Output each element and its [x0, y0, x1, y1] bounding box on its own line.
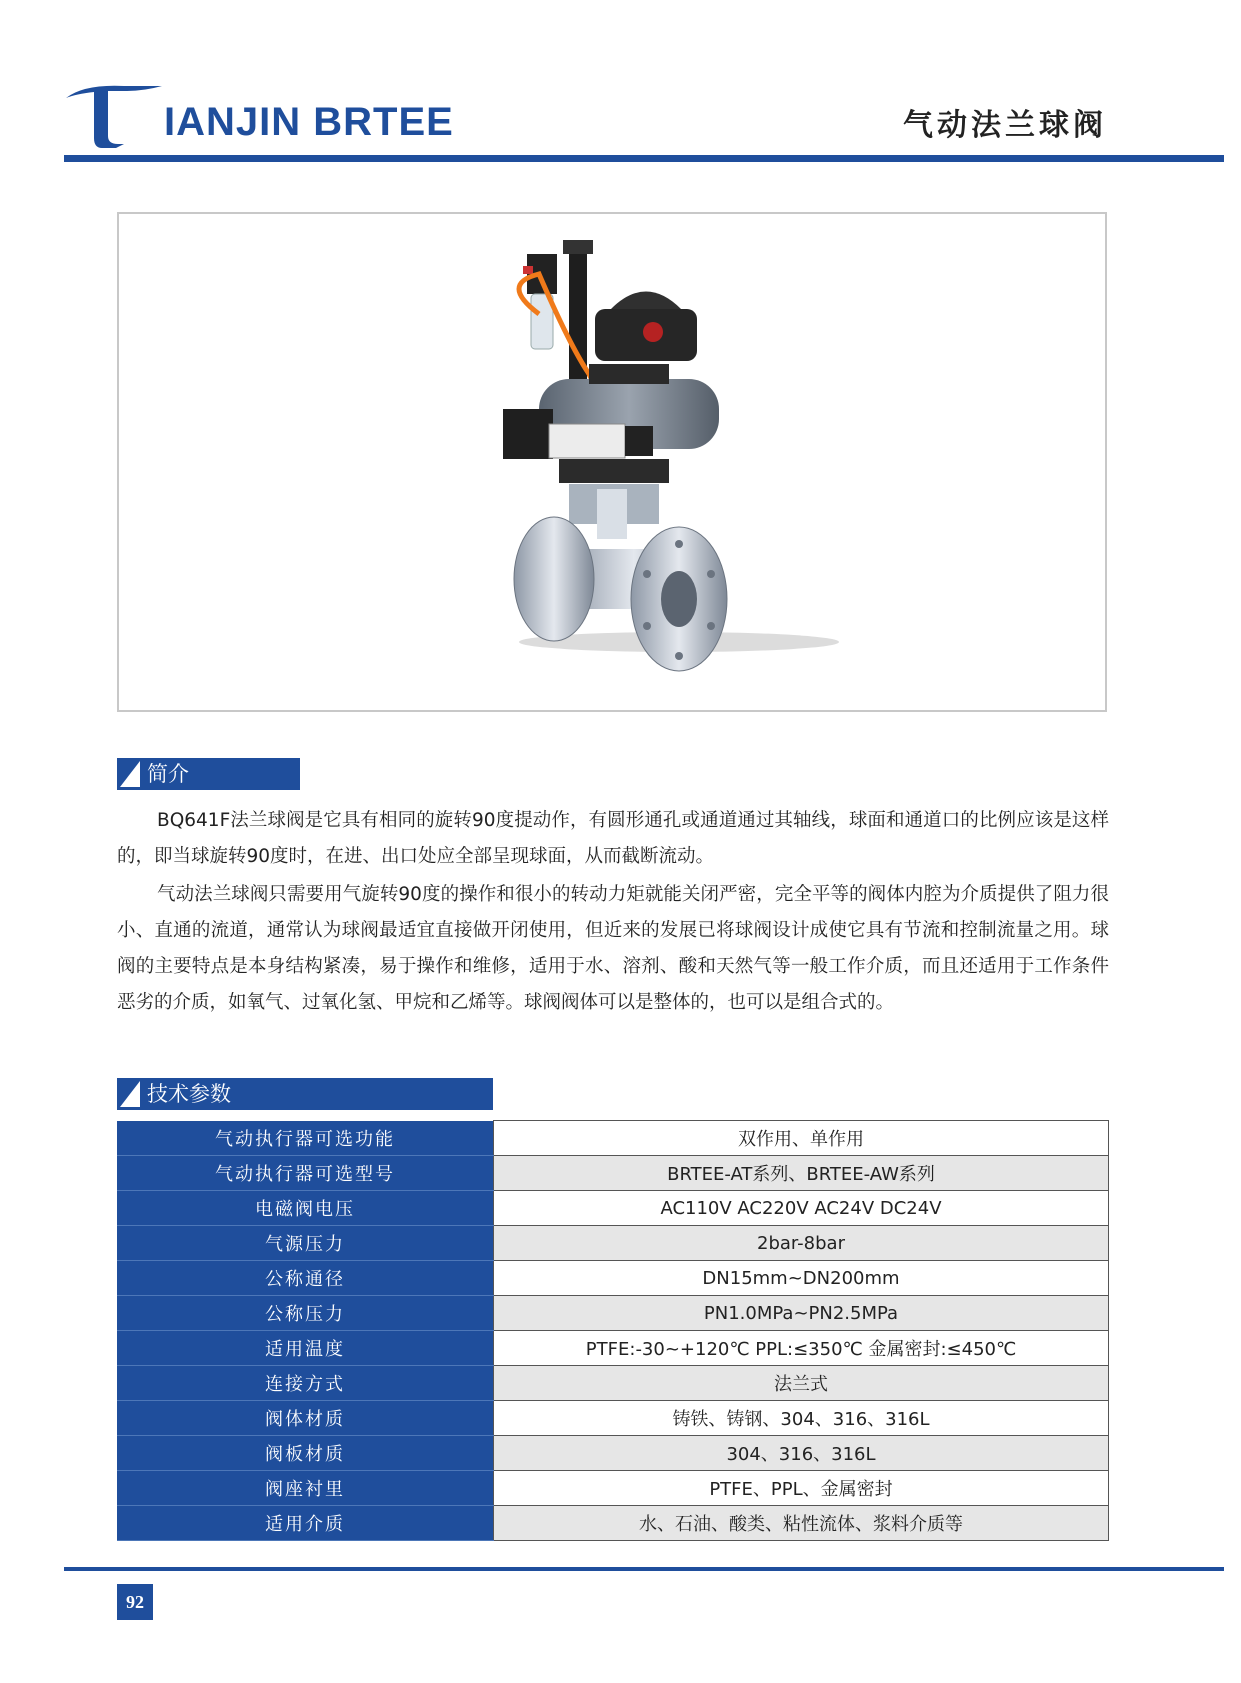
brand-logo [64, 78, 454, 148]
spec-key: 公称通径 [117, 1261, 494, 1296]
intro-paragraph: BQ641F法兰球阀是它具有相同的旋转90度提动作，有圆形通孔或通道通过其轴线，球面和通道口的比例应该是这样的，即当球旋转90度时，在进、出口处应全部呈现球面，从而截断流动。 [117, 810, 1109, 867]
table-row [117, 1401, 1109, 1436]
table-row [117, 1436, 1109, 1471]
table-row [117, 1506, 1109, 1541]
spec-value: BRTEE-AT系列、BRTEE-AW系列 [494, 1156, 1109, 1191]
logo-t-icon [64, 78, 174, 148]
footer-divider [64, 1567, 1224, 1571]
table-row [117, 1226, 1109, 1261]
ball-valve-image [119, 214, 1105, 710]
spec-key: 公称压力 [117, 1296, 494, 1331]
spec-value: 304、316、316L [494, 1436, 1109, 1471]
product-image-frame [117, 212, 1107, 712]
intro-heading-label: 简介 [147, 762, 189, 786]
brand-name: IANJIN BRTEE [164, 100, 454, 144]
spec-value: 铸铁、铸钢、304、316、316L [494, 1401, 1109, 1436]
table-row [117, 1296, 1109, 1331]
table-row [117, 1331, 1109, 1366]
spec-value: 法兰式 [494, 1366, 1109, 1401]
table-row [117, 1471, 1109, 1506]
intro-section-heading [117, 758, 300, 790]
heading-triangle-icon [117, 758, 143, 790]
table-row [117, 1261, 1109, 1296]
heading-triangle-icon [117, 1078, 143, 1110]
spec-key: 气动执行器可选功能 [117, 1121, 494, 1156]
intro-paragraph: 气动法兰球阀只需要用气旋转90度的操作和很小的转动力矩就能关闭严密，完全平等的阀体内腔为介质提供了阻力很小、直通的流道，通常认为球阀最适宜直接做开闭使用，但近来的发展已将球阀设计成使它具有节流和控制流量之用。球阀的主要特点是本身结构紧凑，易于操作和维修，适用于水、溶剂、酸和天然气等一般工作介质，而且还适用于工作条件恶劣的介质，如氧气、过氧化氢、甲烷和乙烯等。球阀阀体可以是整体的，也可以是组合式的。 [117, 884, 1109, 1013]
table-row [117, 1191, 1109, 1226]
spec-value: DN15mm~DN200mm [494, 1261, 1109, 1296]
table-row [117, 1156, 1109, 1191]
spec-key: 阀板材质 [117, 1436, 494, 1471]
page-title: 气动法兰球阀 [903, 108, 1107, 143]
spec-key: 电磁阀电压 [117, 1191, 494, 1226]
spec-key: 连接方式 [117, 1366, 494, 1401]
spec-value: 2bar-8bar [494, 1226, 1109, 1261]
spec-key: 气源压力 [117, 1226, 494, 1261]
spec-key: 适用介质 [117, 1506, 494, 1541]
spec-value: PTFE、PPL、金属密封 [494, 1471, 1109, 1506]
specs-section-heading [117, 1078, 493, 1110]
spec-value: PTFE:-30~+120℃ PPL:≤350℃ 金属密封:≤450℃ [494, 1331, 1109, 1366]
page-number: 92 [117, 1584, 153, 1620]
header-divider [64, 155, 1224, 162]
table-row [117, 1121, 1109, 1156]
spec-key: 阀座衬里 [117, 1471, 494, 1506]
spec-table [117, 1120, 1109, 1541]
spec-key: 适用温度 [117, 1331, 494, 1366]
specs-heading-label: 技术参数 [147, 1082, 231, 1106]
table-row [117, 1366, 1109, 1401]
spec-key: 阀体材质 [117, 1401, 494, 1436]
spec-value: 双作用、单作用 [494, 1121, 1109, 1156]
spec-key: 气动执行器可选型号 [117, 1156, 494, 1191]
spec-value: PN1.0MPa~PN2.5MPa [494, 1296, 1109, 1331]
spec-value: AC110V AC220V AC24V DC24V [494, 1191, 1109, 1226]
spec-value: 水、石油、酸类、粘性流体、浆料介质等 [494, 1506, 1109, 1541]
intro-text [117, 803, 1109, 1023]
